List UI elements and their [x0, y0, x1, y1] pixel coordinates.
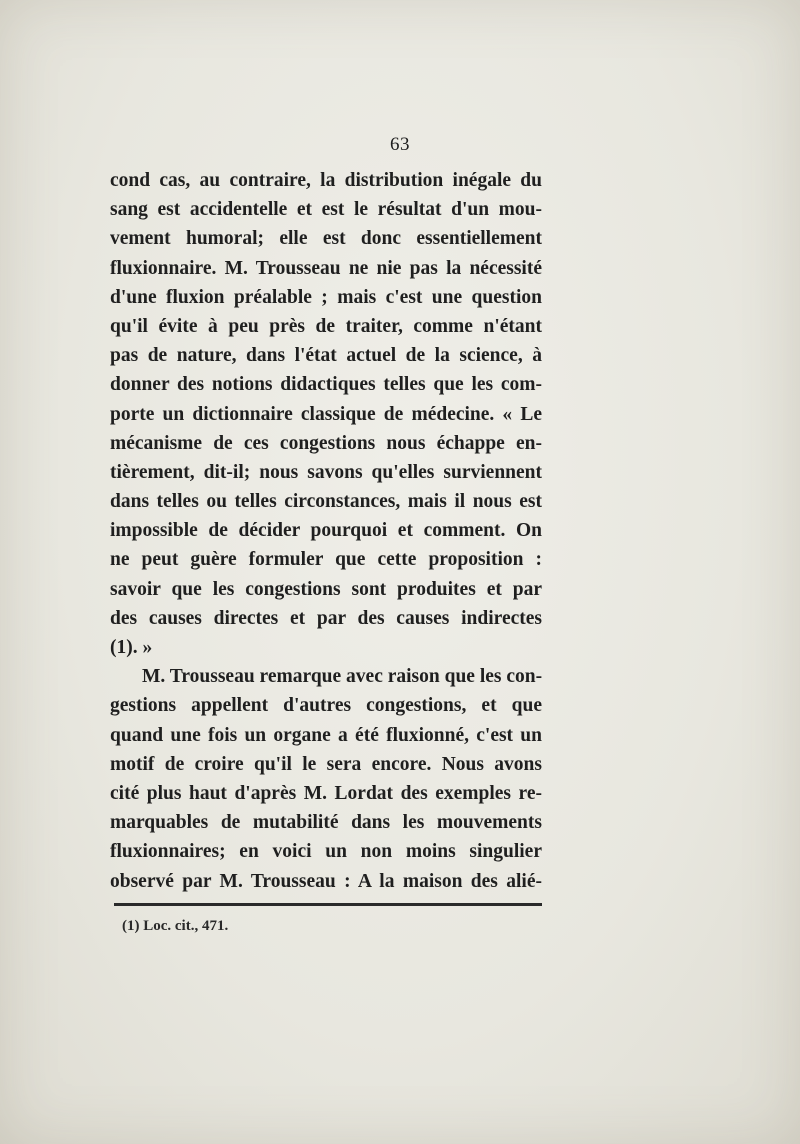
text-line: porte un dictionnaire classique de médecine. « Le — [110, 403, 542, 425]
text-line: donner des notions didactiques telles que les com- — [110, 374, 542, 396]
text-line: M. Trousseau remarque avec raison que les con- — [142, 666, 543, 688]
text-line: motif de croire qu'il le sera encore. Nous avons — [110, 753, 542, 775]
text-line: des causes directes et par des causes indirectes — [110, 607, 542, 629]
page-number: 63 — [390, 134, 410, 155]
text-line: (1). » — [110, 637, 153, 658]
text-line: qu'il évite à peu près de traiter, comme n'étant — [110, 315, 542, 337]
text-line: cité plus haut d'après M. Lordat des exemples re- — [110, 782, 542, 804]
text-line: ne peut guère formuler que cette proposition : — [110, 549, 542, 571]
text-line: fluxionnaire. M. Trousseau ne nie pas la nécessité — [110, 257, 542, 279]
text-line: impossible de décider pourquoi et comment. On — [110, 520, 542, 542]
text-line: marquables de mutabilité dans les mouvements — [110, 812, 542, 834]
text-line: gestions appellent d'autres congestions, et que — [110, 695, 542, 717]
text-line: dans telles ou telles circonstances, mais il nous est — [110, 491, 542, 513]
text-line: d'une fluxion préalable ; mais c'est une question — [110, 286, 542, 308]
text-line: tièrement, dit-il; nous savons qu'elles surviennent — [110, 461, 542, 483]
footnote: (1) Loc. cit., 471. — [122, 918, 229, 934]
body-text — [110, 166, 542, 896]
text-line: sang est accidentelle et est le résultat d'un mou- — [110, 199, 542, 221]
text-line: quand une fois un organe a été fluxionné, c'est un — [110, 724, 542, 746]
text-line: vement humoral; elle est donc essentiellement — [110, 228, 542, 250]
text-line: cond cas, au contraire, la distribution inégale du — [110, 170, 542, 191]
text-line: pas de nature, dans l'état actuel de la science, à — [110, 345, 542, 367]
text-line: mécanisme de ces congestions nous échappe en- — [110, 432, 542, 454]
text-line: observé par M. Trousseau : A la maison des alié- — [110, 870, 542, 892]
text-line: fluxionnaires; en voici un non moins singulier — [110, 841, 542, 863]
footnote-divider — [114, 903, 542, 906]
text-line: savoir que les congestions sont produites et par — [110, 578, 542, 600]
